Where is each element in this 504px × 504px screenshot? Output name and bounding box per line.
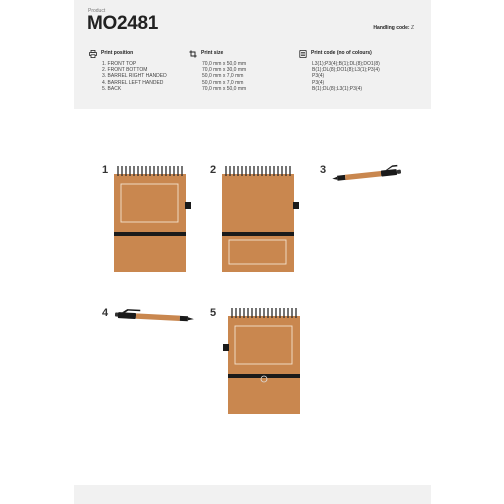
list-item: 70,0 mm x 50,0 mm xyxy=(202,61,247,67)
handling-code xyxy=(373,25,414,31)
crop-icon xyxy=(189,50,197,58)
pen-right-handed-image xyxy=(330,163,406,185)
print-code-title: Print code (no of colours) xyxy=(311,50,372,57)
product-label: Product xyxy=(88,8,106,14)
print-size-list xyxy=(189,61,246,92)
print-size-column xyxy=(189,49,246,92)
print-position-column xyxy=(89,49,167,92)
print-code-list xyxy=(299,61,380,92)
print-size-title: Print size xyxy=(201,50,224,57)
view-number-1: 1 xyxy=(102,164,109,176)
notebook-front-bottom-image xyxy=(220,164,300,274)
notebook-front-top-image xyxy=(112,164,192,274)
print-position-title: Print position xyxy=(101,50,134,57)
list-item: 50,0 mm x 7,0 mm xyxy=(202,73,244,80)
view-number-3: 3 xyxy=(320,164,327,176)
print-code-column xyxy=(299,49,380,92)
handling-code-label: Handling code: xyxy=(373,25,410,31)
view-number-5: 5 xyxy=(210,307,217,319)
list-item: P3(4) xyxy=(312,73,325,80)
list-item: 70,0 mm x 50,0 mm xyxy=(202,85,247,92)
print-position-list xyxy=(89,61,167,92)
view-number-2: 2 xyxy=(210,164,217,176)
notebook-back-image xyxy=(222,306,302,416)
list-item: 3. BARREL RIGHT HANDED xyxy=(102,73,167,80)
list-item: 5. BACK xyxy=(102,85,122,92)
list-item: 1. FRONT TOP xyxy=(102,61,137,67)
printer-icon xyxy=(89,50,97,58)
product-code: MO2481 xyxy=(87,13,159,34)
list-item: 4. BARREL LEFT HANDED xyxy=(102,79,164,86)
list-item: 2. FRONT BOTTOM xyxy=(102,67,148,74)
list-item: B(1);DL(8);L3(1);P3(4) xyxy=(312,85,363,92)
view-number-4: 4 xyxy=(102,307,109,319)
code-sheet-icon xyxy=(299,50,307,58)
list-item: P3(4) xyxy=(312,79,325,86)
list-item: L3(1);P3(4);B(1);DL(8);DO1(8) xyxy=(312,61,380,67)
list-item: 70,0 mm x 30,0 mm xyxy=(202,67,247,74)
product-header xyxy=(74,0,431,109)
pen-left-handed-image xyxy=(112,305,196,327)
list-item: 50,0 mm x 7,0 mm xyxy=(202,79,244,86)
footer-bar xyxy=(74,485,431,504)
handling-code-value: Z xyxy=(410,25,414,31)
list-item: B(1);DL(8);DO1(8);L3(1);P3(4) xyxy=(312,67,380,74)
